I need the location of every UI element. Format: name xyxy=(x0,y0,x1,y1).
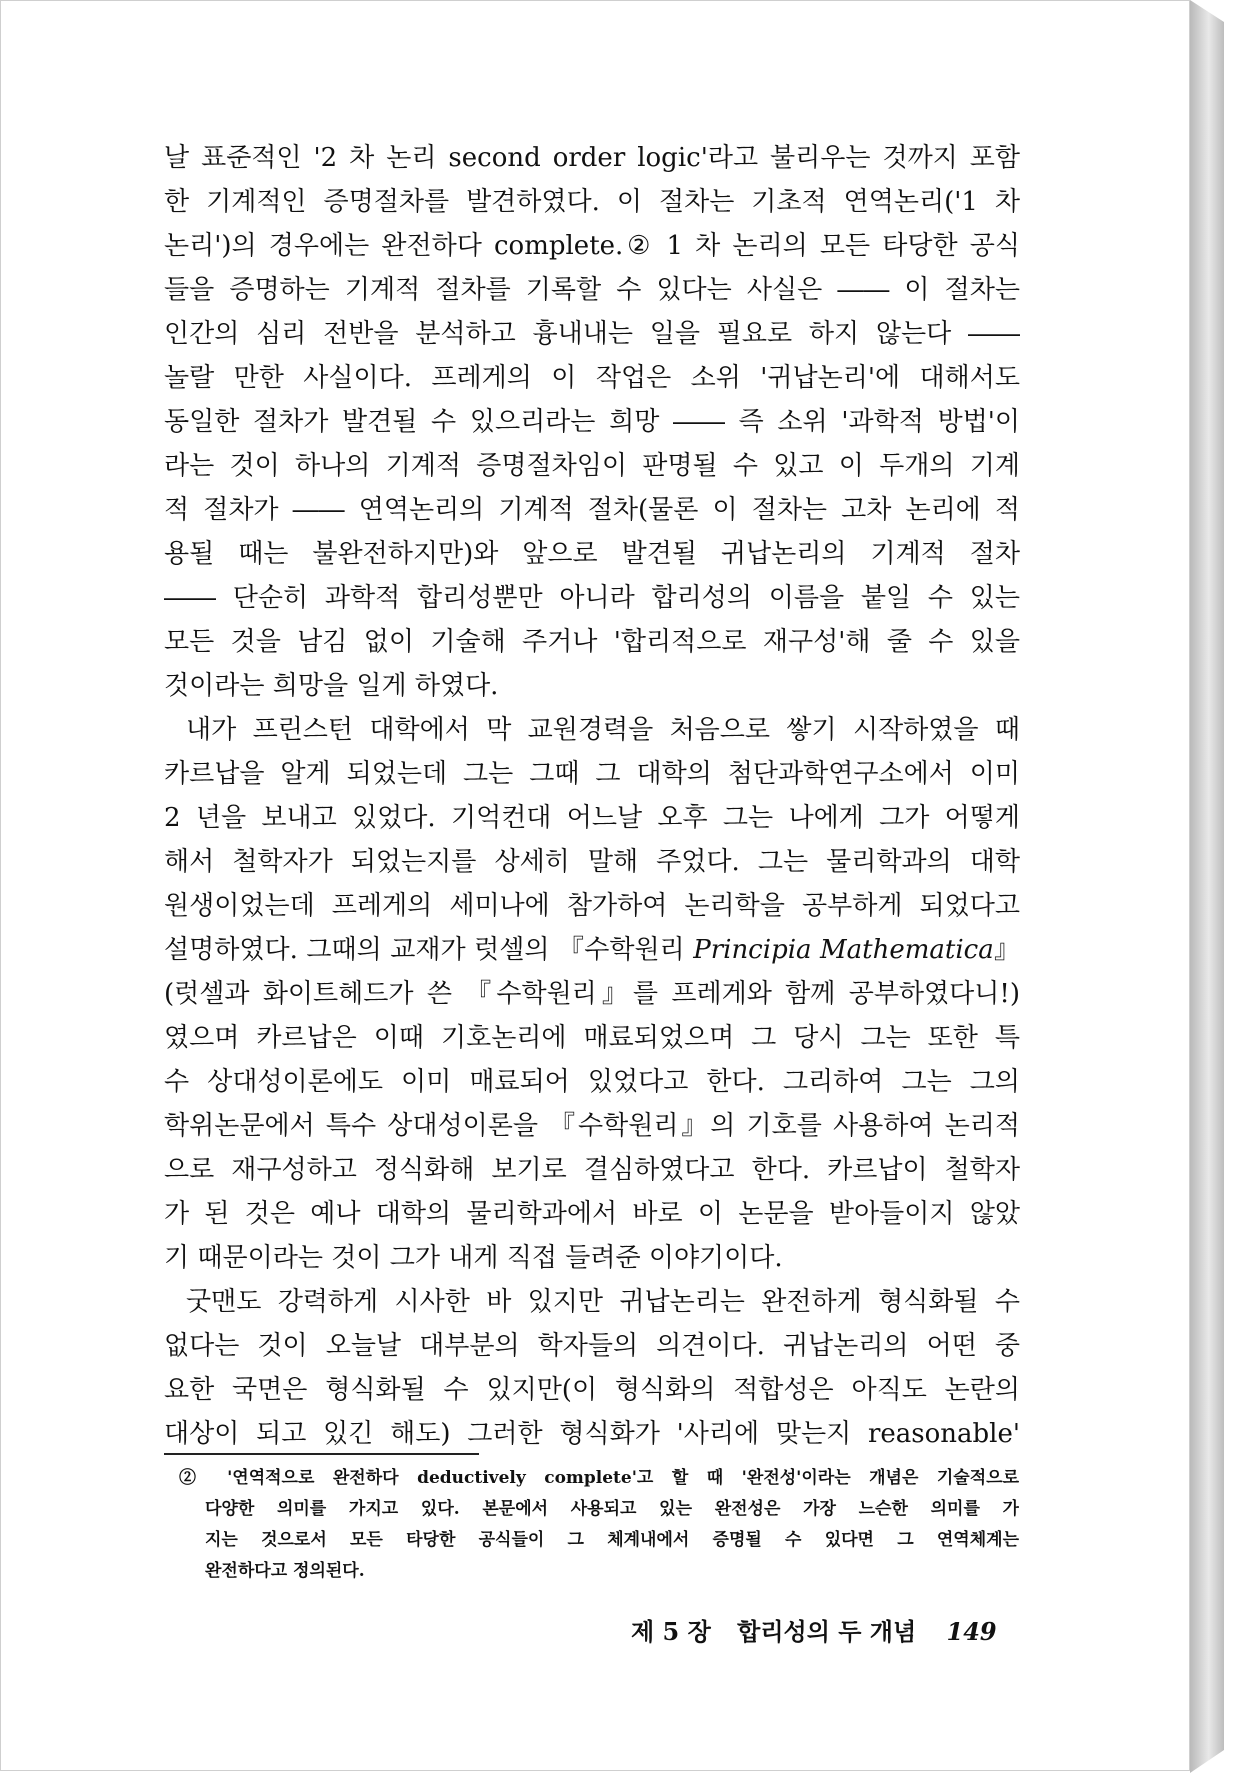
body-line: 용될 때는 불완전하지만)와 앞으로 발견될 귀납논리의 기계적 절차 xyxy=(164,539,1020,569)
body-line: ―― 단순히 과학적 합리성뿐만 아니라 합리성의 이름을 붙일 수 있는 xyxy=(164,583,1020,613)
body-line: 으로 재구성하고 정식화해 보기로 결심하였다고 한다. 카르납이 철학자 xyxy=(164,1155,1020,1185)
body-line: 없다는 것이 오늘날 대부분의 학자들의 의견이다. 귀납논리의 어떤 중 xyxy=(164,1331,1020,1361)
page-number: 149 xyxy=(946,1617,997,1646)
body-line: 들을 증명하는 기계적 절차를 기록할 수 있다는 사실은 ―― 이 절차는 xyxy=(164,275,1020,305)
body-line: 인간의 심리 전반을 분석하고 흉내내는 일을 필요로 하지 않는다 ―― xyxy=(164,319,1020,349)
body-line: 였으며 카르납은 이때 기호논리에 매료되었으며 그 당시 그는 또한 특 xyxy=(164,1023,1020,1053)
page-edge-shadow xyxy=(1190,0,1224,1773)
body-line-principia xyxy=(164,928,1020,972)
body-line: (럿셀과 화이트헤드가 쓴 『수학원리』를 프레게와 함께 공부하였다니!) xyxy=(164,979,1020,1009)
chapter-title: 합리성의 두 개념 xyxy=(737,1617,917,1646)
principia-title: Principia Mathematica xyxy=(693,935,994,965)
body-line: 놀랄 만한 사실이다. 프레게의 이 작업은 소위 '귀납논리'에 대해서도 xyxy=(164,363,1020,393)
body-line: 논리')의 경우에는 완전하다 complete.② 1 차 논리의 모든 타당한 공식 xyxy=(164,231,1020,261)
body-line: 수 상대성이론에도 이미 매료되어 있었다고 한다. 그리하여 그는 그의 xyxy=(164,1067,1020,1097)
body-line: 기 때문이라는 것이 그가 내게 직접 들려준 이야기이다. xyxy=(164,1243,783,1273)
footnote xyxy=(179,1463,1019,1587)
body-line: 원생이었는데 프레게의 세미나에 참가하여 논리학을 공부하게 되었다고 xyxy=(164,891,1020,921)
body-line: 한 기계적인 증명절차를 발견하였다. 이 절차는 기초적 연역논리('1 차 xyxy=(164,187,1020,217)
body-line: 2 년을 보내고 있었다. 기억컨대 어느날 오후 그는 나에게 그가 어떻게 xyxy=(164,803,1020,833)
body-line: 모든 것을 남김 없이 기술해 주거나 '합리적으로 재구성'해 줄 수 있을 xyxy=(164,627,1020,657)
body-line: 동일한 절차가 발견될 수 있으리라는 희망 ―― 즉 소위 '과학적 방법'이 xyxy=(164,407,1020,437)
footnote-divider xyxy=(164,1453,479,1455)
body-line: 굿맨도 강력하게 시사한 바 있지만 귀납논리는 완전하게 형식화될 수 xyxy=(186,1287,1020,1317)
body-line: 가 된 것은 예나 대학의 물리학과에서 바로 이 논문을 받아들이지 않았 xyxy=(164,1199,1020,1229)
body-line: 대상이 되고 있긴 해도) 그러한 형식화가 '사리에 맞는지 reasonable' xyxy=(164,1419,1020,1449)
body-line-principia-text: 설명하였다. 그때의 교재가 럿셀의 『수학원리 xyxy=(164,935,685,965)
footnote-line: ② '연역적으로 완전하다 deductively complete'고 할 때 '완전성'이라는 개념은 기술적으로 xyxy=(179,1468,1019,1488)
chapter-label: 제 5 장 xyxy=(631,1617,711,1646)
footnote-line: 완전하다고 정의된다. xyxy=(205,1561,365,1581)
body-line: 카르납을 알게 되었는데 그는 그때 그 대학의 첨단과학연구소에서 이미 xyxy=(164,759,1020,789)
body-text xyxy=(164,136,1020,1456)
body-line: 내가 프린스턴 대학에서 막 교원경력을 처음으로 쌓기 시작하였을 때 xyxy=(186,715,1020,745)
body-line: 라는 것이 하나의 기계적 증명절차임이 판명될 수 있고 이 두개의 기계 xyxy=(164,451,1020,481)
body-line: 요한 국면은 형식화될 수 있지만(이 형식화의 적합성은 아직도 논란의 xyxy=(164,1375,1020,1405)
body-line: 날 표준적인 '2 차 논리 second order logic'라고 불리우는 것까지 포함 xyxy=(164,143,1020,173)
running-footer xyxy=(631,1612,1021,1652)
body-line: 것이라는 희망을 일게 하였다. xyxy=(164,671,499,701)
principia-close-bracket: 』 xyxy=(993,935,1020,965)
body-line: 해서 철학자가 되었는지를 상세히 말해 주었다. 그는 물리학과의 대학 xyxy=(164,847,1020,877)
body-line: 적 절차가 ―― 연역논리의 기계적 절차(물론 이 절차는 고차 논리에 적 xyxy=(164,495,1020,525)
footnote-line: 지는 것으로서 모든 타당한 공식들이 그 체계내에서 증명될 수 있다면 그 연역체계는 xyxy=(205,1530,1019,1550)
body-line: 학위논문에서 특수 상대성이론을 『수학원리』의 기호를 사용하여 논리적 xyxy=(164,1111,1020,1141)
footnote-line: 다양한 의미를 가지고 있다. 본문에서 사용되고 있는 완전성은 가장 느슨한 의미를 가 xyxy=(205,1499,1019,1519)
